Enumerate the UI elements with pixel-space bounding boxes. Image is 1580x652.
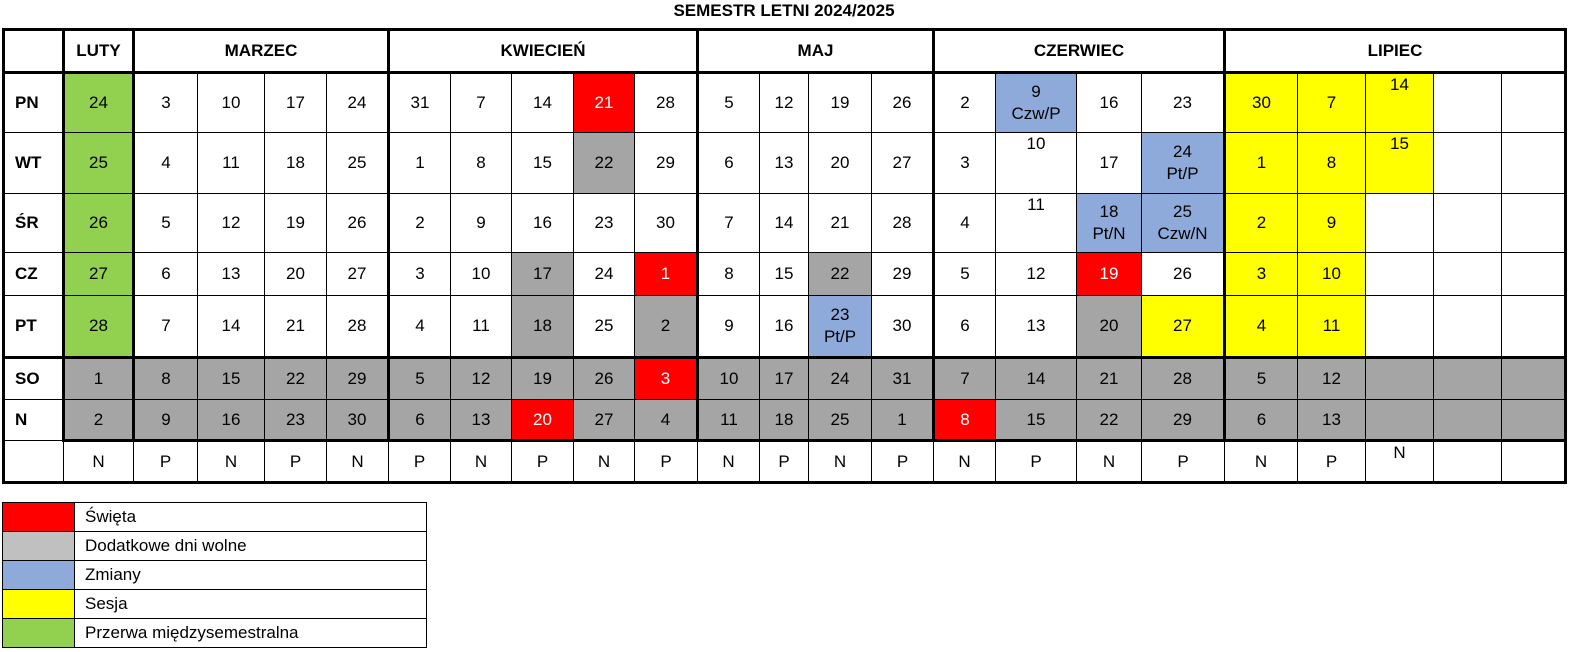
- date-cell: 22: [265, 358, 327, 400]
- date-cell: 23: [265, 400, 327, 441]
- date-cell: 27: [872, 133, 934, 194]
- date-cell: 30: [327, 400, 389, 441]
- day-label: CZ: [4, 253, 64, 296]
- date-cell: 16: [512, 194, 574, 253]
- date-cell: 15: [996, 400, 1077, 441]
- date-cell: 28: [64, 296, 134, 358]
- date-cell: 10: [698, 358, 760, 400]
- legend-swatch: [3, 561, 75, 590]
- date-cell: 5: [1225, 358, 1298, 400]
- date-cell: 30: [872, 296, 934, 358]
- date-cell: 8: [451, 133, 512, 194]
- legend-label: Zmiany: [75, 561, 427, 590]
- date-cell: 31: [389, 73, 451, 133]
- date-cell: 28: [635, 73, 698, 133]
- date-cell: 23: [1142, 73, 1225, 133]
- date-cell: 19: [1077, 253, 1142, 296]
- date-cell: 7: [451, 73, 512, 133]
- week-type-cell: P: [512, 441, 574, 483]
- date-cell: 14: [198, 296, 265, 358]
- date-cell: 25: [809, 400, 872, 441]
- date-cell: 28: [327, 296, 389, 358]
- date-cell: 6: [1225, 400, 1298, 441]
- date-cell: 11: [451, 296, 512, 358]
- date-cell: 3: [134, 73, 198, 133]
- date-cell: 12: [760, 73, 809, 133]
- month-header: CZERWIEC: [934, 30, 1225, 73]
- date-cell: 11: [996, 194, 1077, 253]
- month-header: LIPIEC: [1225, 30, 1566, 73]
- week-type-cell: P: [134, 441, 198, 483]
- date-cell: 2: [635, 296, 698, 358]
- week-type-cell: P: [389, 441, 451, 483]
- date-cell: [1502, 194, 1566, 253]
- date-cell: 29: [327, 358, 389, 400]
- date-cell: 22: [809, 253, 872, 296]
- date-cell: 8: [934, 400, 996, 441]
- week-type-cell: N: [1225, 441, 1298, 483]
- date-cell: 4: [934, 194, 996, 253]
- date-cell: 8: [134, 358, 198, 400]
- date-cell: 18: [512, 296, 574, 358]
- date-cell: 6: [134, 253, 198, 296]
- day-label: PN: [4, 73, 64, 133]
- date-cell: 4: [1225, 296, 1298, 358]
- date-cell: 5: [134, 194, 198, 253]
- date-cell: 13: [1298, 400, 1366, 441]
- date-cell: 10: [198, 73, 265, 133]
- date-cell: 11: [1298, 296, 1366, 358]
- date-cell: 1: [389, 133, 451, 194]
- date-cell: 12: [451, 358, 512, 400]
- legend-swatch: [3, 532, 75, 561]
- date-cell: 5: [389, 358, 451, 400]
- date-cell: 9: [451, 194, 512, 253]
- date-cell: 3: [389, 253, 451, 296]
- month-header: MAJ: [698, 30, 934, 73]
- date-cell: 23 Pt/P: [809, 296, 872, 358]
- date-cell: 5: [934, 253, 996, 296]
- date-cell: 19: [809, 73, 872, 133]
- date-cell: 14: [760, 194, 809, 253]
- week-type-label: [4, 441, 64, 483]
- week-type-cell: N: [451, 441, 512, 483]
- page-title: SEMESTR LETNI 2024/2025: [673, 1, 895, 20]
- date-cell: 21: [809, 194, 872, 253]
- date-cell: 7: [134, 296, 198, 358]
- date-cell: 21: [265, 296, 327, 358]
- date-cell: 2: [1225, 194, 1298, 253]
- date-cell: 24: [327, 73, 389, 133]
- date-cell: 28: [1142, 358, 1225, 400]
- date-cell: 3: [1225, 253, 1298, 296]
- date-cell: 5: [698, 73, 760, 133]
- date-cell: 6: [698, 133, 760, 194]
- date-cell: 3: [635, 358, 698, 400]
- legend-label: Sesja: [75, 590, 427, 619]
- date-cell: 24 Pt/P: [1142, 133, 1225, 194]
- day-label: SO: [4, 358, 64, 400]
- date-cell: [1502, 296, 1566, 358]
- day-label: WT: [4, 133, 64, 194]
- date-cell: 20: [512, 400, 574, 441]
- date-cell: 10: [451, 253, 512, 296]
- date-cell: 25: [327, 133, 389, 194]
- date-cell: 19: [265, 194, 327, 253]
- date-cell: [1366, 194, 1434, 253]
- date-cell: [1434, 194, 1502, 253]
- date-cell: 15: [760, 253, 809, 296]
- date-cell: 27: [1142, 296, 1225, 358]
- date-cell: 1: [64, 358, 134, 400]
- date-cell: [1502, 400, 1566, 441]
- date-cell: 27: [327, 253, 389, 296]
- date-cell: 2: [64, 400, 134, 441]
- month-header: MARZEC: [134, 30, 389, 73]
- date-cell: [1366, 400, 1434, 441]
- date-cell: 17: [265, 73, 327, 133]
- date-cell: 29: [635, 133, 698, 194]
- legend-swatch: [3, 590, 75, 619]
- date-cell: 29: [1142, 400, 1225, 441]
- date-cell: 20: [265, 253, 327, 296]
- date-cell: 24: [574, 253, 635, 296]
- week-type-cell: P: [872, 441, 934, 483]
- date-cell: 15: [198, 358, 265, 400]
- week-type-cell: [1502, 441, 1566, 483]
- date-cell: 16: [198, 400, 265, 441]
- day-label: ŚR: [4, 194, 64, 253]
- date-cell: [1502, 253, 1566, 296]
- date-cell: 24: [809, 358, 872, 400]
- date-cell: 12: [1298, 358, 1366, 400]
- date-cell: 18: [265, 133, 327, 194]
- day-label: N: [4, 400, 64, 441]
- date-cell: 26: [574, 358, 635, 400]
- date-cell: 27: [64, 253, 134, 296]
- date-cell: 8: [698, 253, 760, 296]
- legend-label: Przerwa międzysemestralna: [75, 619, 427, 648]
- date-cell: [1366, 296, 1434, 358]
- date-cell: [1434, 400, 1502, 441]
- date-cell: 9: [1298, 194, 1366, 253]
- week-type-cell: N: [574, 441, 635, 483]
- legend-label: Święta: [75, 503, 427, 532]
- date-cell: 11: [198, 133, 265, 194]
- date-cell: 21: [1077, 358, 1142, 400]
- date-cell: 19: [512, 358, 574, 400]
- date-cell: 26: [872, 73, 934, 133]
- date-cell: [1502, 133, 1566, 194]
- date-cell: [1434, 296, 1502, 358]
- date-cell: 17: [1077, 133, 1142, 194]
- date-cell: 13: [198, 253, 265, 296]
- semester-calendar-table: [2, 28, 1567, 484]
- week-type-cell: P: [1298, 441, 1366, 483]
- week-type-cell: [1434, 441, 1502, 483]
- week-type-cell: N: [809, 441, 872, 483]
- date-cell: 11: [698, 400, 760, 441]
- date-cell: 27: [574, 400, 635, 441]
- date-cell: 4: [134, 133, 198, 194]
- date-cell: 9: [134, 400, 198, 441]
- date-cell: 9 Czw/P: [996, 73, 1077, 133]
- date-cell: 30: [635, 194, 698, 253]
- date-cell: 7: [698, 194, 760, 253]
- week-type-cell: P: [760, 441, 809, 483]
- date-cell: 2: [389, 194, 451, 253]
- date-cell: 26: [1142, 253, 1225, 296]
- date-cell: [1434, 133, 1502, 194]
- date-cell: [1366, 253, 1434, 296]
- date-cell: 22: [1077, 400, 1142, 441]
- date-cell: 29: [872, 253, 934, 296]
- date-cell: [1434, 73, 1502, 133]
- date-cell: 21: [574, 73, 635, 133]
- date-cell: 1: [1225, 133, 1298, 194]
- legend-swatch: [3, 503, 75, 532]
- corner-cell: [4, 30, 64, 73]
- date-cell: [1434, 253, 1502, 296]
- date-cell: 14: [1366, 73, 1434, 133]
- date-cell: 26: [64, 194, 134, 253]
- week-type-cell: P: [1142, 441, 1225, 483]
- week-type-cell: N: [198, 441, 265, 483]
- date-cell: 6: [934, 296, 996, 358]
- date-cell: 7: [934, 358, 996, 400]
- date-cell: 26: [327, 194, 389, 253]
- date-cell: 22: [574, 133, 635, 194]
- date-cell: 10: [996, 133, 1077, 194]
- date-cell: 18 Pt/N: [1077, 194, 1142, 253]
- date-cell: 14: [512, 73, 574, 133]
- date-cell: 13: [451, 400, 512, 441]
- date-cell: 28: [872, 194, 934, 253]
- date-cell: 15: [1366, 133, 1434, 194]
- week-type-cell: N: [1077, 441, 1142, 483]
- date-cell: 31: [872, 358, 934, 400]
- date-cell: 4: [389, 296, 451, 358]
- month-header: LUTY: [64, 30, 134, 73]
- date-cell: 12: [996, 253, 1077, 296]
- date-cell: 2: [934, 73, 996, 133]
- date-cell: 12: [198, 194, 265, 253]
- week-type-cell: P: [996, 441, 1077, 483]
- date-cell: 13: [996, 296, 1077, 358]
- date-cell: 17: [760, 358, 809, 400]
- week-type-cell: N: [934, 441, 996, 483]
- week-type-cell: N: [64, 441, 134, 483]
- date-cell: 14: [996, 358, 1077, 400]
- date-cell: 1: [872, 400, 934, 441]
- day-label: PT: [4, 296, 64, 358]
- date-cell: 4: [635, 400, 698, 441]
- month-header: KWIECIEŃ: [389, 30, 698, 73]
- date-cell: 7: [1298, 73, 1366, 133]
- legend-label: Dodatkowe dni wolne: [75, 532, 427, 561]
- date-cell: 1: [635, 253, 698, 296]
- date-cell: 25: [64, 133, 134, 194]
- date-cell: 13: [760, 133, 809, 194]
- date-cell: 20: [1077, 296, 1142, 358]
- date-cell: [1366, 358, 1434, 400]
- date-cell: [1434, 358, 1502, 400]
- date-cell: 24: [64, 73, 134, 133]
- date-cell: 25: [574, 296, 635, 358]
- date-cell: 8: [1298, 133, 1366, 194]
- date-cell: 16: [760, 296, 809, 358]
- legend-table: [2, 502, 427, 648]
- date-cell: 6: [389, 400, 451, 441]
- date-cell: 15: [512, 133, 574, 194]
- date-cell: 25 Czw/N: [1142, 194, 1225, 253]
- date-cell: 10: [1298, 253, 1366, 296]
- date-cell: 3: [934, 133, 996, 194]
- date-cell: 17: [512, 253, 574, 296]
- date-cell: 20: [809, 133, 872, 194]
- date-cell: 9: [698, 296, 760, 358]
- legend-swatch: [3, 619, 75, 648]
- date-cell: [1502, 73, 1566, 133]
- week-type-cell: P: [265, 441, 327, 483]
- week-type-cell: N: [327, 441, 389, 483]
- week-type-cell: N: [1366, 441, 1434, 483]
- date-cell: 18: [760, 400, 809, 441]
- date-cell: 16: [1077, 73, 1142, 133]
- week-type-cell: P: [635, 441, 698, 483]
- week-type-cell: N: [698, 441, 760, 483]
- date-cell: 30: [1225, 73, 1298, 133]
- date-cell: [1502, 358, 1566, 400]
- date-cell: 23: [574, 194, 635, 253]
